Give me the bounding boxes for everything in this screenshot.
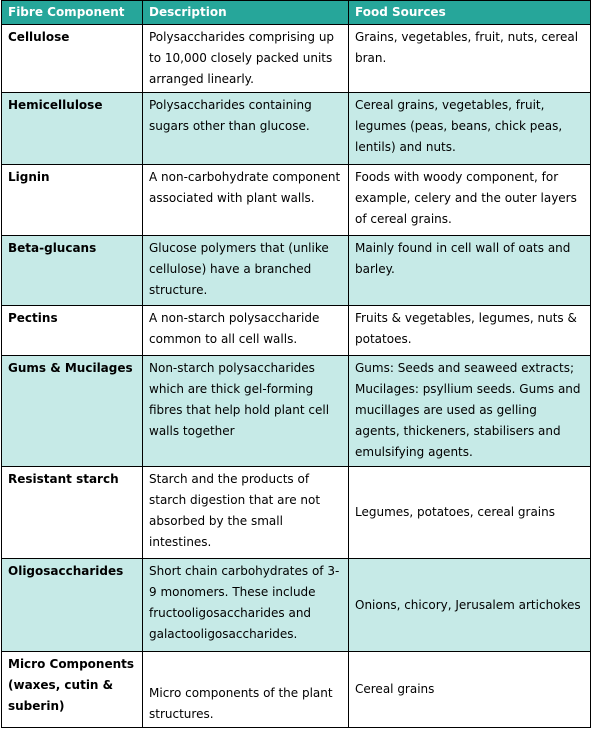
fibre-component-cell: Gums & Mucilages [2, 356, 143, 467]
fibre-component-cell: Resistant starch [2, 467, 143, 559]
description-cell: A non-carbohydrate component associated with plant walls. [143, 165, 349, 236]
food-sources-cell: Legumes, potatoes, cereal grains [349, 467, 591, 559]
fibre-component-cell: Oligosaccharides [2, 559, 143, 652]
table-header-row [2, 1, 591, 25]
table-row [2, 356, 591, 467]
description-cell: Micro components of the plant structures. [143, 652, 349, 728]
description-cell: Starch and the products of starch digestion that are not absorbed by the small intestines. [143, 467, 349, 559]
header-description: Description [143, 1, 349, 25]
fibre-component-cell: Cellulose [2, 25, 143, 93]
fibre-component-cell: Beta-glucans [2, 236, 143, 306]
food-sources-cell: Foods with woody component, for example, celery and the outer layers of cereal grains. [349, 165, 591, 236]
food-sources-cell: Mainly found in cell wall of oats and barley. [349, 236, 591, 306]
food-sources-cell: Gums: Seeds and seaweed extracts; Mucilages: psyllium seeds. Gums and mucillages are used as gelling agents, thickeners, stabilisers and emulsifying agents. [349, 356, 591, 467]
food-sources-cell: Fruits & vegetables, legumes, nuts & potatoes. [349, 306, 591, 356]
fibre-component-cell: Hemicellulose [2, 93, 143, 165]
header-fibre-component: Fibre Component [2, 1, 143, 25]
table-row [2, 467, 591, 559]
table-row [2, 25, 591, 93]
description-cell: Non-starch polysaccharides which are thick gel-forming fibres that help hold plant cell walls together [143, 356, 349, 467]
food-sources-cell: Onions, chicory, Jerusalem artichokes [349, 559, 591, 652]
description-cell: Polysaccharides comprising up to 10,000 closely packed units arranged linearly. [143, 25, 349, 93]
food-sources-cell: Grains, vegetables, fruit, nuts, cereal bran. [349, 25, 591, 93]
description-cell: Polysaccharides containing sugars other than glucose. [143, 93, 349, 165]
description-cell: A non-starch polysaccharide common to all cell walls. [143, 306, 349, 356]
fibre-component-cell: Lignin [2, 165, 143, 236]
table-row [2, 652, 591, 728]
fibre-table [1, 0, 591, 728]
fibre-component-cell: Pectins [2, 306, 143, 356]
table-row [2, 306, 591, 356]
description-cell: Short chain carbohydrates of 3-9 monomers. These include fructooligosaccharides and galactooligosaccharides. [143, 559, 349, 652]
header-food-sources: Food Sources [349, 1, 591, 25]
description-cell: Glucose polymers that (unlike cellulose) have a branched structure. [143, 236, 349, 306]
fibre-component-cell: Micro Components (waxes, cutin & suberin) [2, 652, 143, 728]
table-row [2, 236, 591, 306]
food-sources-cell: Cereal grains, vegetables, fruit, legumes (peas, beans, chick peas, lentils) and nuts. [349, 93, 591, 165]
food-sources-cell: Cereal grains [349, 652, 591, 728]
table-row [2, 165, 591, 236]
table-row [2, 559, 591, 652]
table-row [2, 93, 591, 165]
